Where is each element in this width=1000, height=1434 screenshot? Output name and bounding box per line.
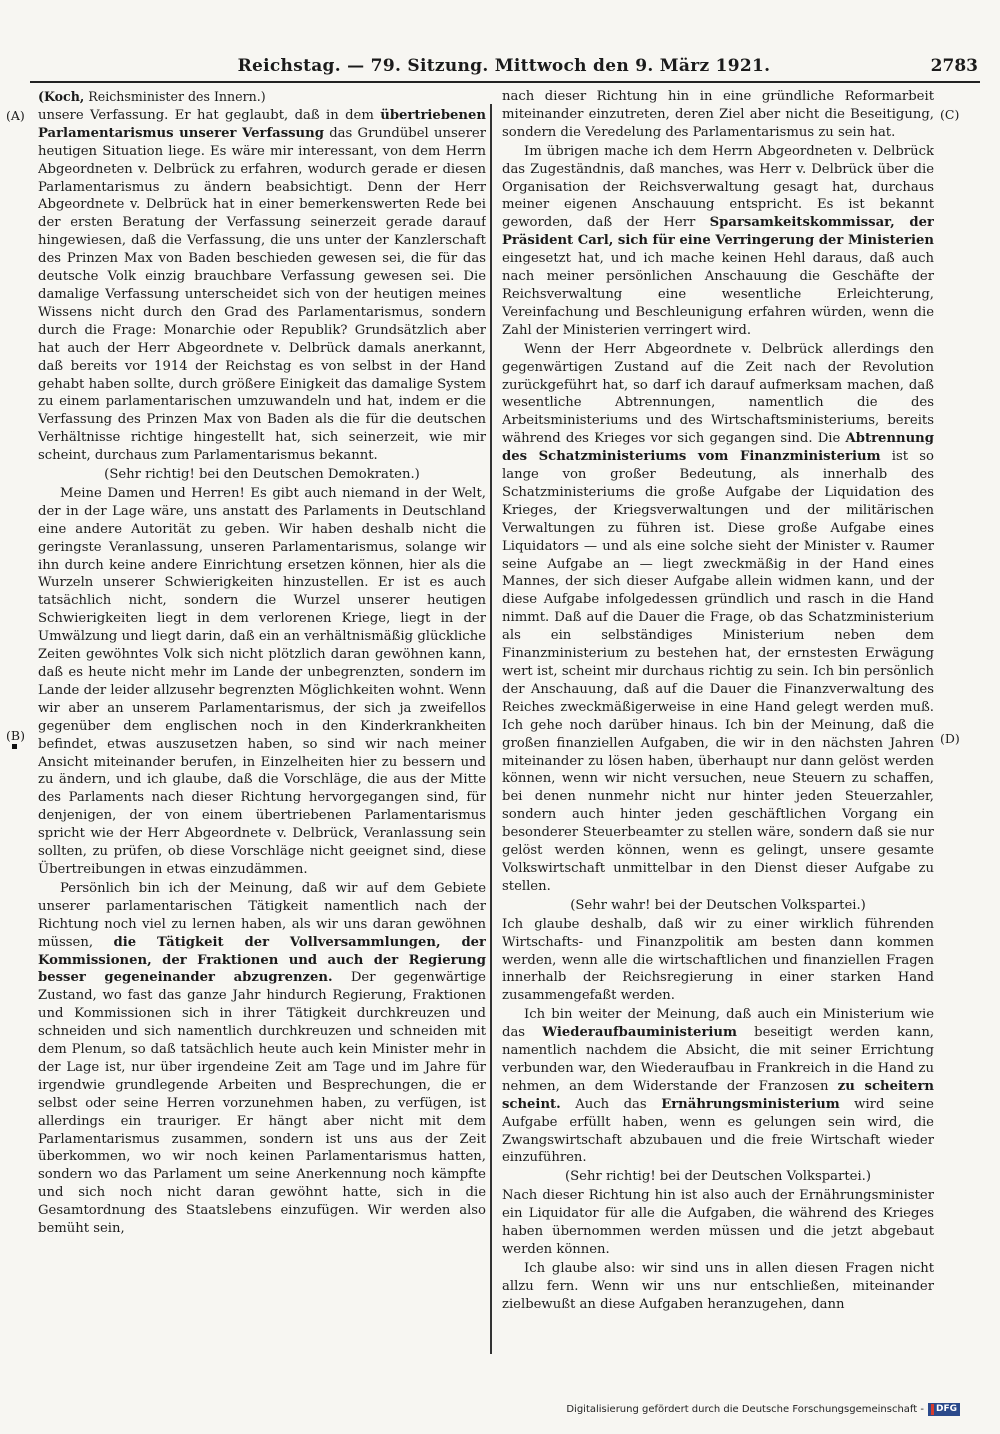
paragraph: Nach dieser Richtung hin ist also auch der Ernährungsminister ein Liquidator für alle die Aufgaben, die während des Krieges haben übernommen werden müssen und die jetzt abgebaut werden können. (502, 1188, 934, 1257)
page-header (28, 56, 980, 82)
text-run: ist so lange von großer Bedeutung, als innerhalb des Schatzministeriums die große Aufgabe der Liquidation des Krieges, der Kriegsverwaltungen und der militärischen Verwaltungen zu führen ist. Diese große Aufgabe eines Liquidators — und als eine solche sieht der Minister v. Raumer seine Aufgabe an — liegt zweckmäßig in der Hand eines Mannes, der sich dieser Aufgabe allein widmen kann, und der diese Aufgabe infolgedessen gründlich und rasch in die Hand nimmt. Daß auf die Dauer die Frage, ob das Schatzministerium als ein selbständiges Ministerium neben dem Finanzministerium zu bestehen hat, der ernstesten Erwägung wert ist, scheint mir durchaus richtig zu sein. Ich bin persönlich der Anschauung, daß auf die Dauer die Finanzverwaltung des Reiches zweckmäßigerweise in eine Hand gelegt werden muß. Ich gehe noch darüber hinaus. Ich bin der Meinung, daß die großen finanziellen Aufgaben, die wir in den nächsten Jahren miteinander zu lösen haben, überhaupt nur dann gelöst werden können, wenn wir nicht versuchen, neue Steuern zu schaffen, bei denen nunmehr nicht nur hinter jeden Steuerzahler, sondern auch hinter jeden geschäftlichen Vorgang ein besonderer Steuerbeamter zu stellen wäre, sondern daß sie nur gelöst werden können, wenn es gelingt, unsere gesamte Volkswirtschaft unmittelbar in den Dienst dieser Aufgabe zu stellen. (502, 449, 934, 894)
emphasized-text: übertriebenen Parlamentarismus unserer Verfassung (38, 107, 486, 141)
speaker-name: (Koch, (38, 89, 85, 104)
interjection: (Sehr wahr! bei der Deutschen Volkspartei.) (570, 897, 866, 913)
text-run: beseitigt werden kann, namentlich nachdem die Absicht, die mit seiner Errichtung verbunden war, den Wiederaufbau in Frankreich in die Hand zu nehmen, an dem Widerstande der Franzosen (502, 1025, 934, 1094)
digitization-footer (566, 1402, 960, 1416)
text-run: unsere Verfassung. Er hat geglaubt, daß in dem (38, 107, 381, 123)
margin-mark-d: (D) (940, 731, 960, 746)
text-run: Auch das (560, 1096, 662, 1112)
interjection: (Sehr richtig! bei der Deutschen Volkspartei.) (564, 1169, 872, 1185)
emphasized-text: Abtrennung des Schatzministeriums vom Finanzministerium (502, 431, 934, 465)
text-run: Der gegenwärtige Zustand, wo fast das ganze Jahr hindurch Regierung, Fraktionen und Kommissionen sich in ihrer Tätigkeit durchkreuzen und schneiden und sich namentlich durchkreuzen und schneiden mit dem Plenum, so daß tatsächlich heute auch kein Minister mehr in der Lage ist, nur über irgendeine Zeit am Tage und im Jahre für irgendwie grundlegende Arbeiten und Besprechungen, die er selbst oder seine Herren vorzunehmen haben, zu verfügen, ist allerdings ein trauriger. Er hängt aber nicht mit dem Parlamentarismus zusammen, sondern ist uns aus der Zeit überkommen, wo wir noch keinen Parlamentarismus hatten, sondern wo das Parlament um seine Anerkennung noch kämpfte und sich noch nicht daran gewöhnt hatte, sich in die Gesamtordnung des Staatslebens einzufügen. Wir werden also bemüht sein, (38, 970, 486, 1237)
emphasized-text: Sparsamkeitskommissar, der Präsident Carl, sich für eine Verringerung der Ministerien (502, 215, 934, 249)
paragraph (38, 107, 486, 465)
paragraph (502, 341, 934, 896)
text-run: das Grundübel unserer heutigen Situation liege. Es wäre mir interessant, von dem Herrn Abgeordneten v. Delbrück zu erfahren, wodurch gerade er diesen Parlamentarismus zu ändern beabsichtigt. Denn der Herr Abgeordnete v. Delbrück hat in einer bemerkenswerten Rede bei der ersten Beratung der Verfassung seinerzeit gerade darauf hingewiesen, daß die Verfassung, die uns unter der Kanzlerschaft des Prinzen Max von Baden beschieden gewesen sei, die für das deutsche Volk einzig brauchbare Verfassung gewesen sei. Die damalige Verfassung unterscheidet sich von der heutigen meines Wissens nicht durch den Grad des Parlamentarismus, sondern durch die Frage: Monarchie oder Republik? Grundsätzlich aber hat auch der Herr Abgeordnete v. Delbrück damals anerkannt, daß bereits vor 1914 der Reichstag es von selbst in der Hand gehabt haben sollte, durch größere Einigkeit das damalige System zu einem parlamentarischen umzuwandeln und hat, indem er die Verfassung des Prinzen Max von Baden als die für die deutschen Verhältnisse richtige hingestellt hat, sich seinerzeit, wie mir scheint, durchaus zum Parlamentarismus bekannt. (38, 125, 486, 464)
paragraph (502, 143, 934, 340)
text-run: Im übrigen mache ich dem Herrn Abgeordneten v. Delbrück das Zugeständnis, daß manches, was Herr v. Delbrück über die Organisation der Reichsverwaltung gesagt hat, durchaus meiner eigenen Anschauung entspricht. Es ist bekannt geworden, daß der Herr (502, 143, 934, 231)
text-run: wird seine Aufgabe erfüllt haben, wenn es gelungen sein wird, die Zwangswirtschaft abzubauen und die freie Wirtschaft wieder einzuführen. (502, 1096, 934, 1166)
logo-text: DFG (935, 1404, 957, 1414)
header-rule (30, 81, 980, 83)
emphasized-text: Ernährungsministerium (661, 1096, 840, 1112)
margin-mark-a: (A) (6, 108, 25, 123)
margin-dot (12, 744, 17, 749)
emphasized-text: die Tätigkeit der Vollversammlungen, der Kommissionen, der Fraktionen und auch der Regierung besser gegeneinander abzugrenzen. (38, 934, 486, 986)
emphasized-text: zu scheitern scheint. (502, 1078, 934, 1112)
speaker-line (38, 88, 486, 106)
running-title: Reichstag. — 79. Sitzung. Mittwoch den 9. März 1921. (237, 56, 771, 76)
left-column (38, 88, 486, 1378)
right-column (502, 88, 934, 1378)
paragraph: Ich glaube also: wir sind uns in allen diesen Fragen nicht allzu fern. Wenn wir uns nur entschließen, miteinander zielbewußt an diese Aufgaben heranzugehen, dann (502, 1260, 934, 1312)
paragraph (38, 880, 486, 1238)
paragraph: nach dieser Richtung hin in eine gründliche Reformarbeit miteinander einzutreten, deren Ziel aber nicht die Beseitigung, sondern die Veredelung des Parlamentarismus zu sein hat. (502, 89, 934, 140)
margin-mark-b: (B) (6, 728, 25, 743)
paragraph: Meine Damen und Herren! Es gibt auch niemand in der Welt, der in der Lage wäre, uns anstatt des Parlaments in Deutschland eine andere Autorität zu geben. Wir haben deshalb nicht die geringste Veranlassung, unseren Parlamentarismus, solange wir ihn durch keine andere Einrichtung ersetzen können, hier als die Wurzeln unserer Schwierigkeiten hinzustellen. Er ist es auch tatsächlich nicht, sondern die Wurzel unserer heutigen Schwierigkeiten liegt in dem verlorenen Kriege, liegt in der Umwälzung und liegt darin, daß ein an verhältnismäßig glückliche Zeiten gewöhntes Volk sich nicht plötzlich daran gewöhnen kann, daß es heute nicht mehr im Lande der unbegrenzten, sondern im Lande der leider allzusehr begrenzten Möglichkeiten wohnt. Wenn wir aber an unserem Parlamentarismus, der sich ja zweifellos gegenüber dem englischen noch in den Kinderkrankheiten befindet, etwas auszusetzen haben, so sind wir nach meiner Ansicht miteinander berufen, in Einzelheiten hier zu bessern und zu ändern, und ich glaube, daß die Vorschläge, die aus der Mitte des Parlaments nach dieser Richtung hervorgegangen sind, für denjenigen, der von einem übertriebenen Parlamentarismus spricht wie der Herr Abgeordnete v. Delbrück, Veranlassung sein sollten, zu prüfen, ob diese Vorschläge nicht geeignet sind, diese Übertreibungen in etwas einzudämmen. (38, 485, 486, 877)
logo-bar (931, 1404, 934, 1415)
paragraph (502, 1006, 934, 1167)
text-run: Ich bin weiter der Meinung, daß auch ein Ministerium wie das (502, 1007, 934, 1041)
column-divider (490, 104, 492, 1354)
margin-mark-c: (C) (940, 107, 960, 122)
paragraph: Ich glaube deshalb, daß wir zu einer wirklich führenden Wirtschafts- und Finanzpolitik am besten dann kommen werden, wenn alle die wirtschaftlichen und finanziellen Fragen innerhalb der Reichsregierung in einer starken Hand zusammengefaßt werden. (502, 916, 934, 1004)
interjection: (Sehr richtig! bei den Deutschen Demokraten.) (104, 467, 420, 483)
speaker-role: Reichsminister des Innern.) (88, 89, 266, 104)
dfg-logo-icon (928, 1403, 960, 1416)
text-run: Wenn der Herr Abgeordnete v. Delbrück allerdings den gegenwärtigen Zustand auf die Zeit nach der Revolution zurückgeführt hat, so darf ich darauf aufmerksam machen, daß wesentliche Abtrennungen, namentlich die des Arbeitsministeriums und des Wirtschaftsministeriums, bereits während des Krieges vor sich gegangen sind. Die (502, 341, 934, 447)
emphasized-text: Wiederaufbauministerium (542, 1025, 737, 1041)
text-run: eingesetzt hat, und ich mache keinen Hehl daraus, daß auch nach meiner persönlichen Anschauung die Geschäfte der Reichsverwaltung eine wesentliche Erleichterung, Vereinfachung und Beschleunigung erfahren würden, wenn die Zahl der Ministerien verringert wird. (502, 251, 934, 338)
page-number: 2783 (930, 56, 978, 76)
footer-credit: Digitalisierung gefördert durch die Deutsche Forschungsgemeinschaft - (566, 1403, 924, 1415)
text-run: Persönlich bin ich der Meinung, daß wir auf dem Gebiete unserer parlamentarischen Tätigkeit namentlich nach der Richtung noch viel zu lernen haben, als wir uns daran gewöhnen müssen, (38, 880, 486, 950)
